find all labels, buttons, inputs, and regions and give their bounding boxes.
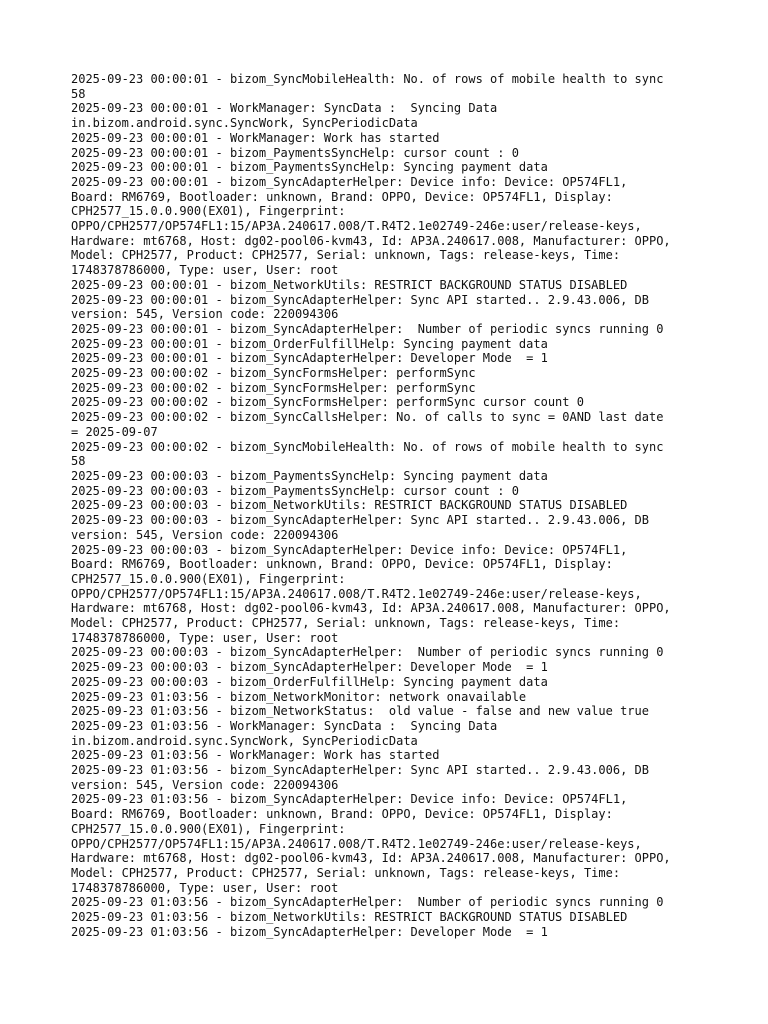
log-line: 2025-09-23 00:00:02 - bizom_SyncFormsHelper: performSync [71,380,476,395]
log-text-block [71,72,751,939]
log-line: 2025-09-23 00:00:01 - WorkManager: SyncData : Syncing Data [71,101,498,116]
log-line: Model: CPH2577, Product: CPH2577, Serial: unknown, Tags: release-keys, Time: [71,616,621,631]
log-line: 1748378786000, Type: user, User: root [71,630,339,645]
log-line: 2025-09-23 01:03:56 - bizom_SyncAdapterHelper: Number of periodic syncs running 0 [71,895,664,910]
log-line: 58 [71,86,86,101]
log-line: 2025-09-23 00:00:03 - bizom_PaymentsSyncHelp: Syncing payment data [71,468,548,483]
log-line: 2025-09-23 01:03:56 - bizom_NetworkUtils: RESTRICT BACKGROUND STATUS DISABLED [71,910,628,925]
log-line: Model: CPH2577, Product: CPH2577, Serial: unknown, Tags: release-keys, Time: [71,865,621,880]
log-line: 1748378786000, Type: user, User: root [71,263,339,278]
log-line: version: 545, Version code: 220094306 [71,307,339,322]
log-line: 2025-09-23 00:00:01 - bizom_SyncAdapterHelper: Number of periodic syncs running 0 [71,321,664,336]
log-line: OPPO/CPH2577/OP574FL1:15/AP3A.240617.008/T.R4T2.1e02749-246e:user/release-keys, [71,586,642,601]
log-line: 2025-09-23 00:00:01 - bizom_PaymentsSyncHelp: cursor count : 0 [71,145,519,160]
log-line: 2025-09-23 01:03:56 - bizom_SyncAdapterHelper: Device info: Device: OP574FL1, [71,792,628,807]
log-line: 2025-09-23 00:00:01 - WorkManager: Work has started [71,130,440,145]
log-line: 2025-09-23 00:00:01 - bizom_SyncMobileHealth: No. of rows of mobile health to sync [71,72,664,86]
log-line: 2025-09-23 00:00:03 - bizom_PaymentsSyncHelp: cursor count : 0 [71,483,519,498]
log-line: OPPO/CPH2577/OP574FL1:15/AP3A.240617.008/T.R4T2.1e02749-246e:user/release-keys, [71,219,642,234]
log-line: 2025-09-23 00:00:01 - bizom_SyncAdapterHelper: Developer Mode = 1 [71,351,548,366]
log-line: 2025-09-23 00:00:03 - bizom_SyncAdapterHelper: Device info: Device: OP574FL1, [71,542,628,557]
log-line: 2025-09-23 00:00:02 - bizom_SyncMobileHealth: No. of rows of mobile health to sync [71,439,664,454]
log-line: 2025-09-23 00:00:01 - bizom_SyncAdapterHelper: Sync API started.. 2.9.43.006, DB [71,292,649,307]
log-line: 2025-09-23 00:00:03 - bizom_SyncAdapterHelper: Number of periodic syncs running 0 [71,645,664,660]
log-line: 2025-09-23 01:03:56 - bizom_SyncAdapterHelper: Developer Mode = 1 [71,924,548,939]
log-line: 2025-09-23 01:03:56 - WorkManager: SyncData : Syncing Data [71,718,498,733]
log-line: 2025-09-23 01:03:56 - WorkManager: Work has started [71,748,440,763]
log-line: Board: RM6769, Bootloader: unknown, Brand: OPPO, Device: OP574FL1, Display: [71,807,613,822]
log-line: 2025-09-23 00:00:02 - bizom_SyncFormsHelper: performSync [71,366,476,381]
log-line: 2025-09-23 00:00:03 - bizom_SyncAdapterHelper: Developer Mode = 1 [71,660,548,675]
log-line: in.bizom.android.sync.SyncWork, SyncPeriodicData [71,116,418,131]
log-line: 2025-09-23 01:03:56 - bizom_NetworkStatus: old value - false and new value true [71,704,649,719]
log-line: Board: RM6769, Bootloader: unknown, Brand: OPPO, Device: OP574FL1, Display: [71,189,613,204]
log-line: 2025-09-23 01:03:56 - bizom_NetworkMonitor: network onavailable [71,689,527,704]
log-line: in.bizom.android.sync.SyncWork, SyncPeriodicData [71,733,418,748]
log-line: Model: CPH2577, Product: CPH2577, Serial: unknown, Tags: release-keys, Time: [71,248,621,263]
log-line: version: 545, Version code: 220094306 [71,527,339,542]
log-line: 2025-09-23 00:00:01 - bizom_SyncAdapterHelper: Device info: Device: OP574FL1, [71,174,628,189]
log-line: 2025-09-23 00:00:02 - bizom_SyncCallsHelper: No. of calls to sync = 0AND last date [71,410,664,425]
log-line: 58 [71,454,86,469]
log-line: 2025-09-23 00:00:01 - bizom_OrderFulfillHelp: Syncing payment data [71,336,548,351]
log-line: 2025-09-23 00:00:03 - bizom_NetworkUtils: RESTRICT BACKGROUND STATUS DISABLED [71,498,628,513]
log-line: 2025-09-23 00:00:01 - bizom_PaymentsSyncHelp: Syncing payment data [71,160,548,175]
log-line: = 2025-09-07 [71,424,158,439]
log-line: CPH2577_15.0.0.900(EX01), Fingerprint: [71,204,346,219]
log-line: 1748378786000, Type: user, User: root [71,880,339,895]
log-line: 2025-09-23 01:03:56 - bizom_SyncAdapterHelper: Sync API started.. 2.9.43.006, DB [71,763,649,778]
log-line: 2025-09-23 00:00:01 - bizom_NetworkUtils: RESTRICT BACKGROUND STATUS DISABLED [71,277,628,292]
log-line: CPH2577_15.0.0.900(EX01), Fingerprint: [71,821,346,836]
log-line: 2025-09-23 00:00:03 - bizom_OrderFulfillHelp: Syncing payment data [71,674,548,689]
log-line: Hardware: mt6768, Host: dg02-pool06-kvm43, Id: AP3A.240617.008, Manufacturer: OPPO, [71,851,671,866]
log-line: version: 545, Version code: 220094306 [71,777,339,792]
log-line: OPPO/CPH2577/OP574FL1:15/AP3A.240617.008/T.R4T2.1e02749-246e:user/release-keys, [71,836,642,851]
log-line: Hardware: mt6768, Host: dg02-pool06-kvm43, Id: AP3A.240617.008, Manufacturer: OPPO, [71,233,671,248]
log-line: 2025-09-23 00:00:02 - bizom_SyncFormsHelper: performSync cursor count 0 [71,395,584,410]
log-line: CPH2577_15.0.0.900(EX01), Fingerprint: [71,571,346,586]
log-line: Board: RM6769, Bootloader: unknown, Brand: OPPO, Device: OP574FL1, Display: [71,557,613,572]
log-line: 2025-09-23 00:00:03 - bizom_SyncAdapterHelper: Sync API started.. 2.9.43.006, DB [71,513,649,528]
log-line: Hardware: mt6768, Host: dg02-pool06-kvm43, Id: AP3A.240617.008, Manufacturer: OPPO, [71,601,671,616]
